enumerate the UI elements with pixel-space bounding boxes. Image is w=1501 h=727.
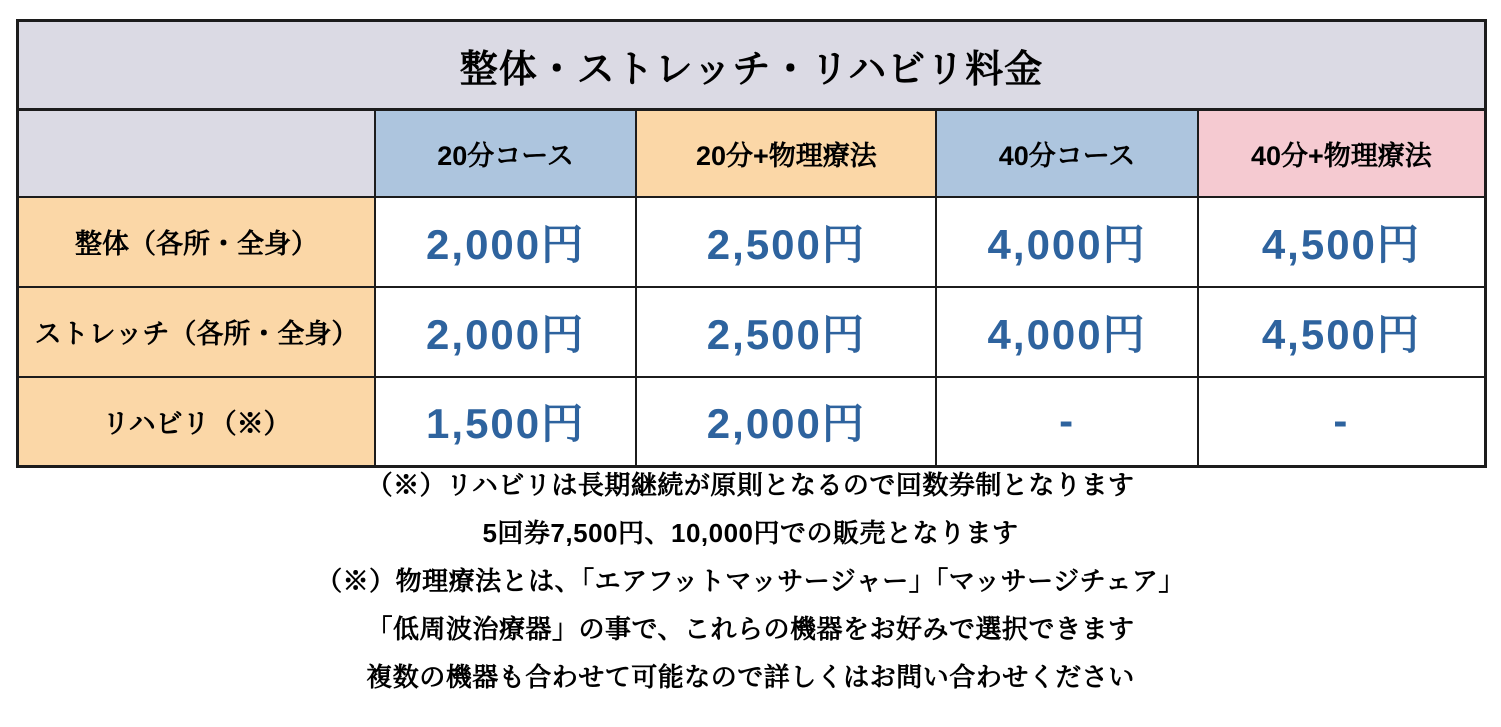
note-line-ticket-price: 5回券7,500円、10,000円での販売となります (482, 518, 1019, 548)
row-label-rehabili: リハビリ（※） (18, 377, 375, 467)
table-row-seitai (18, 197, 1486, 287)
price-cell: 1,500円 (375, 377, 636, 467)
price-cell-empty: - (936, 377, 1197, 467)
price-cell: 4,500円 (1198, 197, 1486, 287)
footnotes (0, 470, 1501, 710)
price-cell: 2,500円 (636, 287, 936, 377)
row-label-seitai: 整体（各所・全身） (18, 197, 375, 287)
price-cell: 4,000円 (936, 287, 1197, 377)
note-line-contact: 複数の機器も合わせて可能なので詳しくはお問い合わせください (366, 662, 1135, 692)
price-cell: 2,000円 (375, 197, 636, 287)
column-header-40min: 40分コース (936, 110, 1197, 197)
price-cell: 4,000円 (936, 197, 1197, 287)
price-cell: 4,500円 (1198, 287, 1486, 377)
note-line-rehabili-ticket: （※）リハビリは長期継続が原則となるので回数券制となります (366, 470, 1135, 500)
table-row-rehabili (18, 377, 1486, 467)
note-line-device-choice: 「低周波治療器」の事で、これらの機器をお好みで選択できます (366, 614, 1135, 644)
column-header-row (18, 110, 1486, 197)
price-cell: 2,000円 (375, 287, 636, 377)
pricing-table (16, 19, 1487, 468)
corner-cell (18, 110, 375, 197)
column-header-20min: 20分コース (375, 110, 636, 197)
table-row-stretch (18, 287, 1486, 377)
column-header-20min-physio: 20分+物理療法 (636, 110, 936, 197)
price-cell-empty: - (1198, 377, 1486, 467)
column-header-40min-physio: 40分+物理療法 (1198, 110, 1486, 197)
price-cell: 2,000円 (636, 377, 936, 467)
price-cell: 2,500円 (636, 197, 936, 287)
note-line-physio-devices: （※）物理療法とは、「エアフットマッサージャー」「マッサージチェア」 (316, 566, 1185, 596)
row-label-stretch: ストレッチ（各所・全身） (18, 287, 375, 377)
table-title: 整体・ストレッチ・リハビリ料金 (18, 21, 1486, 110)
title-row (18, 21, 1486, 110)
